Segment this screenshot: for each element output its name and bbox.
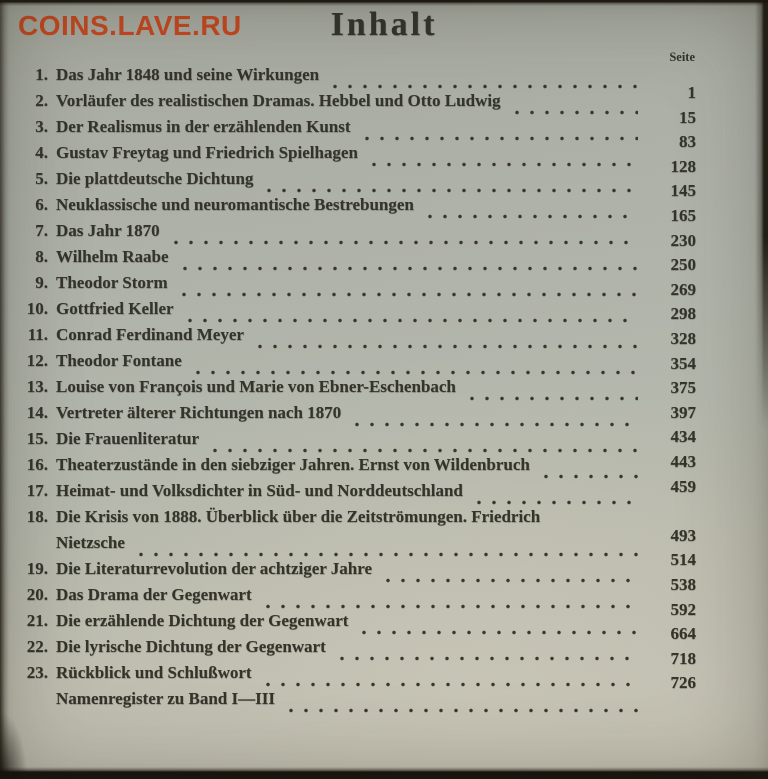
toc-line [12,507,696,533]
entry-number: 1. [35,65,48,84]
toc-line [12,649,696,689]
entry-number: 14. [26,403,48,422]
entry-number: 5. [35,169,48,188]
dot-leader [357,630,638,635]
entry-title: Das Jahr 1870 [56,221,160,240]
toc-line [12,429,696,455]
photo-edge-bottom [0,767,768,779]
entry-title: Vorläufer des realistischen Dramas. Hebbel und Otto Ludwig [56,91,501,110]
entry-title: Theodor Storm [56,273,168,292]
entry-number: 7. [35,221,48,240]
dot-leader [183,318,638,323]
toc-line [12,452,696,481]
photo-edge-top [0,0,768,6]
toc-line-continuation [12,526,696,559]
dot-leader [134,552,638,557]
page-title: Inhalt [330,6,438,43]
entry-number: 12. [26,351,48,370]
entry-number: 6. [35,195,48,214]
entry-number: 20. [26,585,48,604]
entry-number: 2. [35,91,48,110]
entry-title: Conrad Ferdinand Meyer [56,325,244,344]
entry-number: 15. [26,429,48,448]
toc-line [12,195,696,225]
page-number: 230 [670,231,696,250]
entry-number: 21. [26,611,48,630]
toc-line [12,299,696,325]
toc-line [12,273,696,299]
toc-line [12,351,696,377]
page-number: 493 [670,526,696,545]
dot-leader [360,136,638,141]
toc-line [12,403,696,429]
toc-line [12,624,696,663]
table-of-contents [0,65,768,715]
dot-leader [335,656,638,661]
dot-leader [510,110,638,115]
toc-line [12,477,696,507]
page-number: 726 [670,673,696,692]
entry-number: 18. [26,507,48,526]
entry-title: Die lyrische Dichtung der Gegenwart [56,637,326,656]
entry-title: Neuklassische und neuromantische Bestrebungen [56,195,414,214]
entry-title: Rückblick und Schlußwort [56,663,252,682]
entry-title: Heimat- und Volksdichter in Süd- und Norddeutschland [56,481,463,500]
entry-title: Vertreter älterer Richtungen nach 1870 [56,403,342,422]
toc-line [12,247,696,273]
entry-number: 16. [26,455,48,474]
dot-leader [169,240,638,245]
entry-title: Die Krisis von 1888. Überblick über die Zeitströmungen. Friedrich [56,507,541,526]
toc-line [12,117,696,151]
entry-title: Das Drama der Gegenwart [56,585,252,604]
dot-leader [465,396,638,401]
dot-leader [539,474,638,479]
page-number: 128 [670,157,696,176]
page-number: 592 [670,600,696,619]
entry-number: 9. [35,273,48,292]
page-number: 145 [670,181,696,200]
dot-leader [261,682,638,687]
page-number: 443 [670,452,696,471]
toc-line [12,600,696,637]
toc-line [12,575,696,611]
entry-number: 23. [26,663,48,682]
entry-title: Die Literaturrevolution der achtziger Jahre [56,559,373,578]
page-number: 250 [670,255,696,274]
dot-leader [350,422,638,427]
page-number: 434 [670,427,696,446]
page-number: 15 [679,108,696,127]
toc-line [12,143,696,176]
dot-leader [261,604,638,609]
toc-line [12,377,696,403]
photo-edge-left [0,0,14,779]
dot-leader [208,448,638,453]
dot-leader [472,500,638,505]
dot-leader [367,162,638,167]
entry-title: Die Frauenliteratur [56,429,200,448]
dot-leader [191,370,638,375]
entry-number: 13. [26,377,48,396]
entry-title: Theaterzustände in den siebziger Jahren. Ernst von Wildenbruch [56,455,530,474]
page-number: 375 [670,378,696,397]
dot-leader [381,578,638,583]
page-number: 1 [687,83,696,102]
seite-column-header: Seite [669,50,695,64]
entry-title: Louise von François und Marie von Ebner-Eschenbach [56,377,456,396]
toc-line [12,169,696,200]
entry-title: Das Jahr 1848 und seine Wirkungen [56,65,320,84]
dot-leader [177,292,638,297]
toc-line [12,221,696,250]
photo-edge-right [755,0,768,430]
entry-number: 4. [35,143,48,162]
entry-title: Der Realismus in der erzählenden Kunst [56,117,351,136]
toc-line-register [12,673,696,715]
toc-line [12,550,696,585]
dot-leader [178,266,638,271]
page-number: 328 [670,329,696,348]
entry-title: Gottfried Keller [56,299,174,318]
entry-number: 8. [35,247,48,266]
entry-title: Theodor Fontane [56,351,182,370]
page-number: 269 [670,280,696,299]
entry-title: Gustav Freytag und Friedrich Spielhagen [56,143,358,162]
entry-title: Die plattdeutsche Dichtung [56,169,254,188]
entry-number: 17. [26,481,48,500]
watermark-text: COINS.LAVE.RU [18,10,242,41]
page-number: 718 [670,649,696,668]
dot-leader [284,708,638,713]
page-number: 165 [670,206,696,225]
page-number: 298 [670,304,696,323]
dot-leader [423,214,638,219]
dot-leader [328,84,638,89]
entry-number: 22. [26,637,48,656]
entry-title: Die erzählende Dichtung der Gegenwart [56,611,349,630]
entry-number: 10. [26,299,48,318]
dot-leader [262,188,638,193]
entry-number: 11. [27,325,48,344]
entry-title: Namenregister zu Band I—III [56,689,275,708]
page-number: 354 [670,354,696,373]
toc-line [12,325,696,351]
entry-number: 19. [26,559,48,578]
dot-leader [253,344,638,349]
page-number: 514 [670,550,696,569]
page-number: 397 [670,403,696,422]
entry-title: Wilhelm Raabe [56,247,169,266]
entry-title: Nietzsche [56,533,125,552]
entry-number: 3. [35,117,48,136]
page-number: 664 [670,624,696,643]
page-number: 459 [670,477,696,496]
page-number: 538 [670,575,696,594]
page-number: 83 [679,132,696,151]
